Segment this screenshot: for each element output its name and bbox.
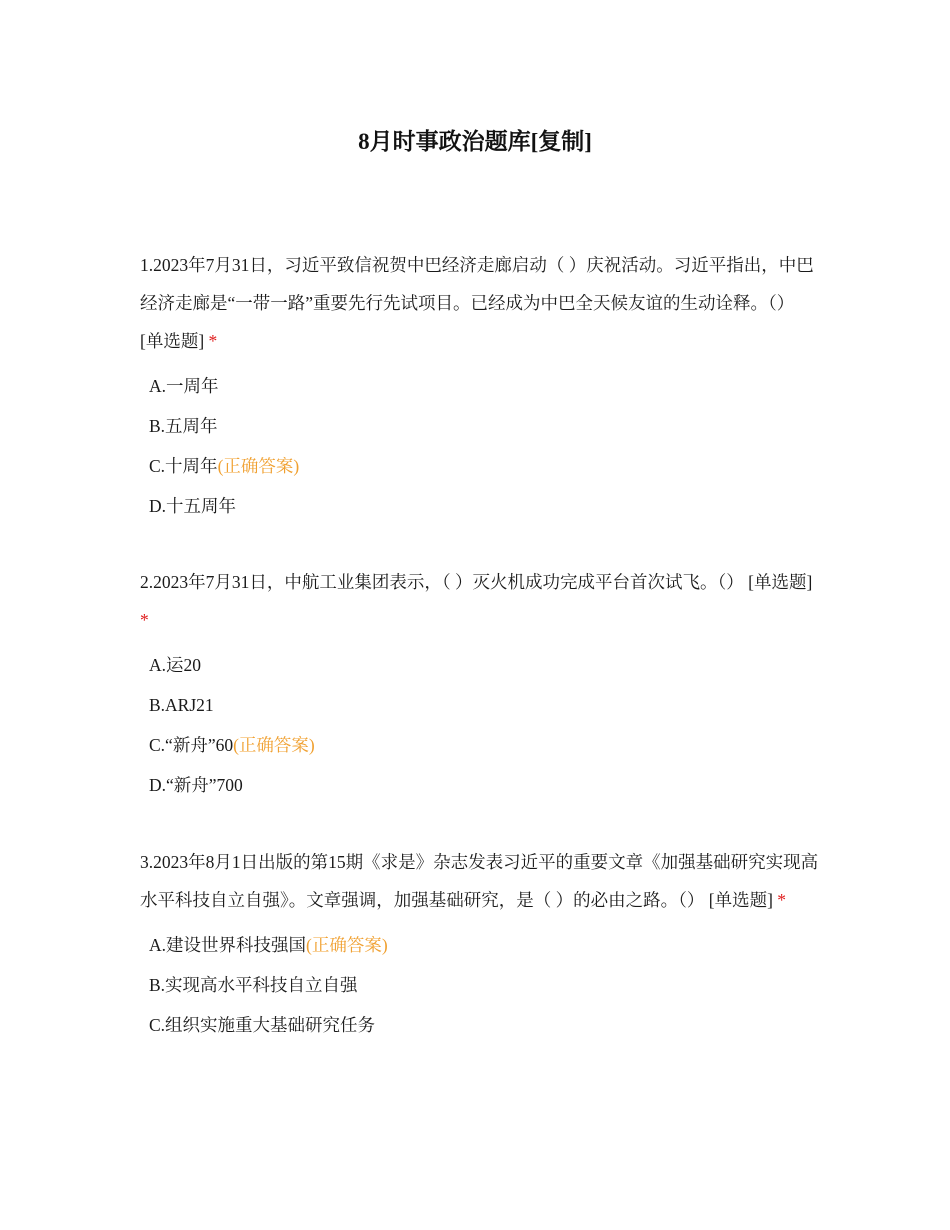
option-b[interactable] <box>140 685 820 725</box>
question-3 <box>140 843 820 1045</box>
option-b[interactable] <box>140 965 820 1005</box>
option-b[interactable] <box>140 406 820 446</box>
option-label: B.ARJ21 <box>149 695 214 715</box>
title-number: 8 <box>358 129 370 155</box>
option-d[interactable] <box>140 486 820 526</box>
question-stem <box>140 843 820 919</box>
option-label: D.十五周年 <box>149 496 237 516</box>
option-label: A.运20 <box>149 655 202 675</box>
option-a[interactable] <box>140 366 820 406</box>
option-c[interactable] <box>140 1005 820 1045</box>
question-text: 3.2023年8月1日出版的第15期《求是》杂志发表习近平的重要文章《加强基础研究实现高水平科技自立自强》。文章强调，加强基础研究，是（ ）的必由之路。（） [单选题] <box>140 852 819 910</box>
option-label: A.一周年 <box>149 376 219 396</box>
correct-answer-tag: (正确答案) <box>306 935 388 955</box>
correct-answer-tag: (正确答案) <box>233 735 315 755</box>
question-text: 2.2023年7月31日，中航工业集团表示，（ ）灭火机成功完成平台首次试飞。（） [单选题] <box>140 572 813 592</box>
option-list <box>140 366 820 526</box>
question-stem <box>140 246 820 360</box>
option-label: C.十周年 <box>149 456 218 476</box>
title-text: 月时事政治题库 <box>369 129 531 155</box>
option-c[interactable] <box>140 446 820 486</box>
title-suffix: [复制] <box>530 129 592 155</box>
correct-answer-tag: (正确答案) <box>217 456 300 476</box>
option-label: C.组织实施重大基础研究任务 <box>149 1015 376 1035</box>
option-list <box>140 925 820 1045</box>
question-stem <box>140 563 820 639</box>
required-marker: * <box>777 890 787 910</box>
option-list <box>140 645 820 805</box>
question-2 <box>140 563 820 805</box>
option-a[interactable] <box>140 925 820 965</box>
option-label: D.“新舟”700 <box>149 775 243 795</box>
option-a[interactable] <box>140 645 820 685</box>
page-title <box>0 127 950 157</box>
option-c[interactable] <box>140 725 820 765</box>
required-marker: * <box>140 610 149 630</box>
option-d[interactable] <box>140 765 820 805</box>
question-1 <box>140 246 820 526</box>
option-label: B.实现高水平科技自立自强 <box>149 975 358 995</box>
option-label: A.建设世界科技强国 <box>149 935 307 955</box>
option-label: B.五周年 <box>149 416 218 436</box>
option-label: C.“新舟”60 <box>149 735 234 755</box>
required-marker: * <box>208 331 218 351</box>
question-text: 1.2023年7月31日，习近平致信祝贺中巴经济走廊启动（ ）庆祝活动。习近平指出，中巴经济走廊是“一带一路”重要先行先试项目。已经成为中巴全天候友谊的生动诠释。（） [单选题] <box>140 255 814 351</box>
